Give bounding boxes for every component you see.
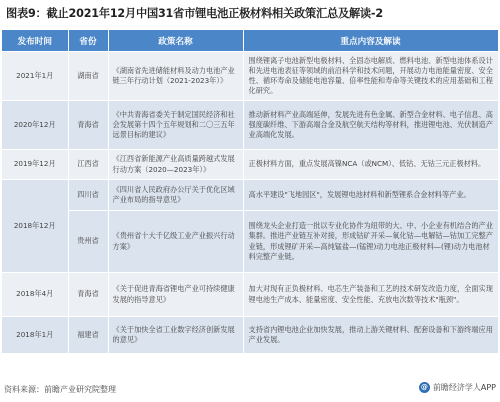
content-cell: 围绕龙头企业打造一批以专业化协作为纽带的大、中、小企业有机结合的产业集群。推进产业链互补对接，形成钴矿开采—氧化钴—电解钴—钴加工完整产业链，形成锂矿开采—高纯锰盐—(锰锂)动力电池正极材料—(锂)动力电池材料完整产业链。 bbox=[243, 211, 498, 273]
date-cell: 2021年1月 bbox=[2, 52, 68, 101]
policy-name-cell: 《关于促进青海省锂电产业可持续健康发展的指导意见》 bbox=[108, 273, 243, 317]
table-row bbox=[2, 52, 498, 101]
province-cell: 青海省 bbox=[68, 273, 108, 317]
date-cell-merged: 2018年12月 bbox=[2, 180, 68, 273]
table-row bbox=[2, 317, 498, 353]
policy-table bbox=[2, 30, 499, 353]
table-row bbox=[2, 101, 498, 150]
province-cell: 贵州省 bbox=[68, 211, 108, 273]
policy-name-cell: 《关于加快全省工业数字经济创新发展的意见》 bbox=[108, 317, 243, 353]
header-province: 省份 bbox=[68, 30, 108, 52]
policy-name-cell: 《贵州省十大千亿级工业产业振兴行动方案》 bbox=[108, 211, 243, 273]
date-cell: 2019年12月 bbox=[2, 150, 68, 180]
policy-name-cell: 《湖南省先进储能材料及动力电池产业链三年行动计划（2021-2023年）》 bbox=[108, 52, 243, 101]
source-note: 资料来源：前瞻产业研究院整理 bbox=[4, 385, 116, 394]
content-cell: 支持省内锂电池企业加快发展，推动上游关键材料、配套设备和下游终端应用产业发展。 bbox=[243, 317, 498, 353]
table-header-row bbox=[2, 30, 498, 52]
province-cell: 江西省 bbox=[68, 150, 108, 180]
content-cell: 推动新材料产业高端延伸，发展先进有色金属、新型合金材料、电子信息、高强度碳纤维、下游高端合金及航空航天结构等材料，推进锂电池、光伏制造产业高端化发展。 bbox=[243, 101, 498, 150]
province-cell: 青海省 bbox=[68, 101, 108, 150]
date-cell: 2018年4月 bbox=[2, 273, 68, 317]
province-cell: 湖南省 bbox=[68, 52, 108, 101]
table-row bbox=[2, 273, 498, 317]
figure-title: 图表9：截止2021年12月中国31省市锂电池正极材料相关政策汇总及解读-2 bbox=[6, 7, 383, 20]
policy-name-cell: 《江西省新能源产业高质量跨越式发展行动方案（2020—2023年）》 bbox=[108, 150, 243, 180]
content-cell: 围绕锂离子电池新型电极材料、全固态电解质、燃料电池、新型电池体系设计和先进电池表征等领域的前沿科学和技术问题，开展动力电池能量密度、安全性、循环寿命及储能电池容量、倍率性能和寿命等关键技术的应用基础和工程化研究。 bbox=[243, 52, 498, 101]
province-cell: 福建省 bbox=[68, 317, 108, 353]
table-row bbox=[2, 150, 498, 180]
policy-name-cell: 《中共青海省委关于制定国民经济和社会发展第十四个五年规划和二〇三五年远景目标的建议》 bbox=[108, 101, 243, 150]
brand-attribution bbox=[419, 382, 496, 393]
content-cell: 高水平建设"飞地园区"，发展锂电池材料和新型锂系合金材料等产业。 bbox=[243, 180, 498, 211]
brand-name: 前瞻经济学人APP bbox=[432, 383, 496, 392]
header-date: 发布时间 bbox=[2, 30, 68, 52]
header-policy-name: 政策名称 bbox=[108, 30, 243, 52]
content-cell: 加大对现有正负极材料、电芯生产装备和工艺的技术研发改造力度，全面实现锂电池生产成本、能量密度、安全性能、充放电次数等技术"瓶颈"。 bbox=[243, 273, 498, 317]
header-content: 重点内容及解读 bbox=[243, 30, 498, 52]
table-row bbox=[2, 180, 498, 211]
brand-logo-icon: @ bbox=[420, 383, 428, 391]
date-cell: 2018年1月 bbox=[2, 317, 68, 353]
date-cell: 2020年12月 bbox=[2, 101, 68, 150]
policy-name-cell: 《四川省人民政府办公厅关于优化区域产业布局的指导意见》 bbox=[108, 180, 243, 211]
province-cell: 四川省 bbox=[68, 180, 108, 211]
table-row bbox=[2, 211, 498, 273]
content-cell: 正极材料方面，重点发展高镍NCA（或NCM）、低钴、无钴三元正极材料。 bbox=[243, 150, 498, 180]
